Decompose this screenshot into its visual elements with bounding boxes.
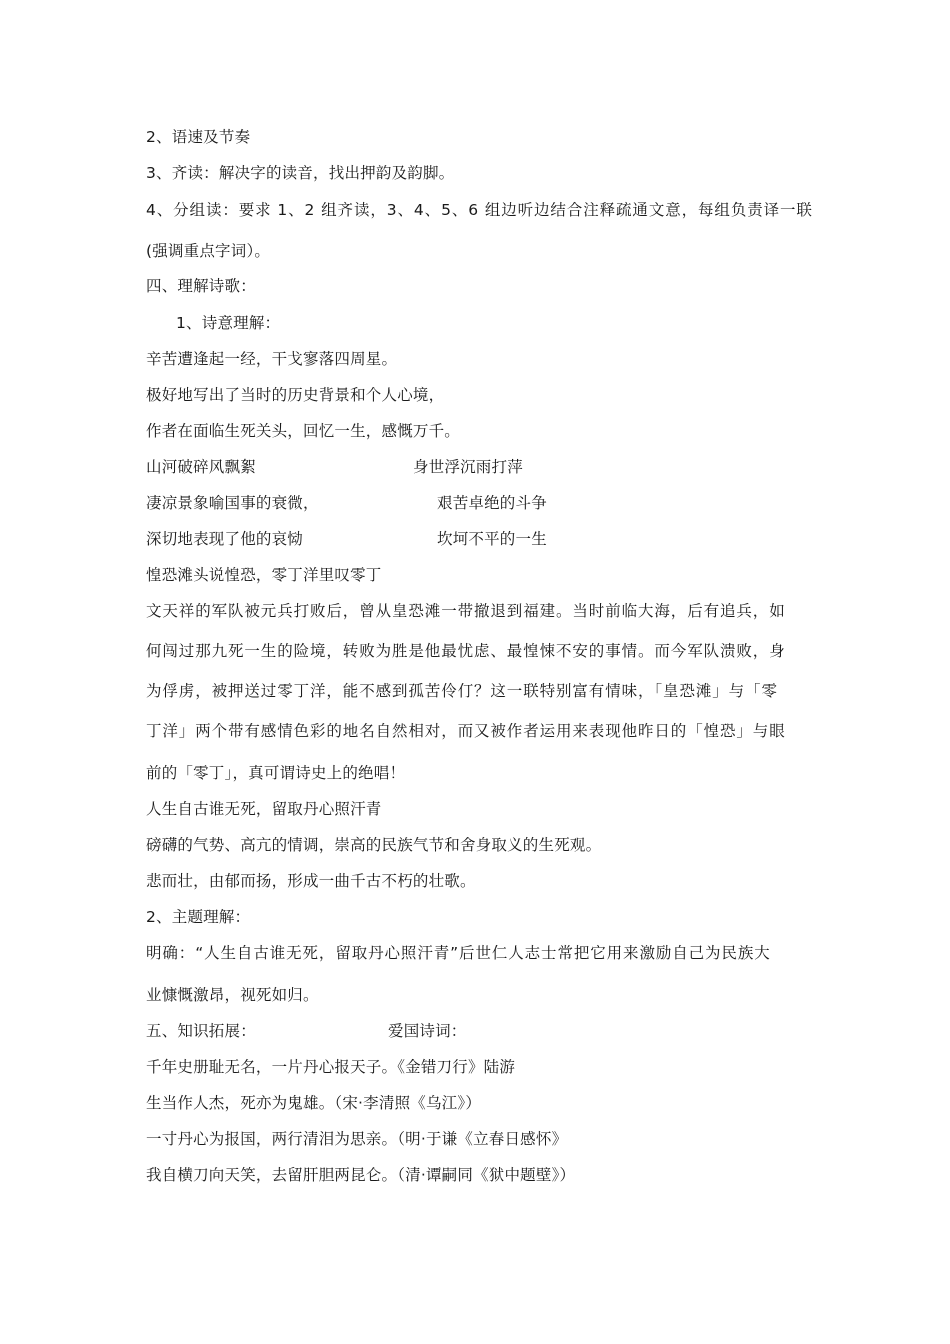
text-line: 3、齐读：解决字的读音，找出押韵及韵脚。 — [146, 164, 455, 182]
text-line: (强调重点字词）。 — [146, 242, 271, 260]
text-line: 明确：“人生自古谁无死，留取丹心照汗青”后世仁人志士常把它用来激励自己为民族大 — [146, 944, 771, 962]
text-line: 业慷慨激昂，视死如归。 — [146, 986, 319, 1004]
poem-line: 惶恐滩头说惶恐，零丁洋里叹零丁 — [146, 566, 382, 584]
pair-right: 坎坷不平的一生 — [437, 530, 547, 548]
pair-left: 凄凉景象喻国事的衰微， — [146, 494, 319, 512]
pair-right: 艰苦卓绝的斗争 — [437, 494, 547, 512]
text-line: 悲而壮，由郁而扬，形成一曲千古不朽的壮歌。 — [146, 872, 476, 890]
text-line: 前的「零丁」，真可谓诗史上的绝唱！ — [146, 764, 406, 782]
text-line: 4、分组读：要求 1、2 组齐读，3、4、5、6 组边听边结合注释疏通文意，每组负责译一联 — [146, 201, 813, 219]
text-line: 为俘虏，被押送过零丁洋，能不感到孤苦伶仃？这一联特别富有情味，「皇恐滩」与「零 — [146, 682, 778, 700]
section-heading: 五、知识拓展： — [146, 1022, 256, 1040]
section-heading: 四、理解诗歌： — [146, 277, 256, 295]
pair-left: 深切地表现了他的哀恸 — [146, 530, 304, 548]
pair-left: 山河破碎风飘絮 — [146, 458, 256, 476]
text-line: 极好地写出了当时的历史背景和个人心境， — [146, 386, 445, 404]
text-line: 磅礴的气势、高亢的情调，崇高的民族气节和舍身取义的生死观。 — [146, 836, 602, 854]
poem-line: 我自横刀向天笑，去留肝胆两昆仑。（清·谭嗣同《狱中题壁》） — [146, 1166, 576, 1184]
text-line: 2、语速及节奏 — [146, 128, 251, 146]
text-line: 文天祥的军队被元兵打败后，曾从皇恐滩一带撤退到福建。当时前临大海，后有追兵，如 — [146, 602, 786, 620]
text-line: 作者在面临生死关头，回忆一生，感慨万千。 — [146, 422, 461, 440]
poem-line: 一寸丹心为报国，两行清泪为思亲。（明·于谦《立春日感怀》 — [146, 1130, 568, 1148]
poem-line: 人生自古谁无死，留取丹心照汗青 — [146, 800, 382, 818]
pair-right: 身世浮沉雨打萍 — [413, 458, 523, 476]
subsection-heading: 2、主题理解： — [146, 908, 251, 926]
subsection-heading: 1、诗意理解： — [176, 314, 281, 332]
section-subtitle: 爱国诗词： — [388, 1022, 467, 1040]
poem-line: 生当作人杰，死亦为鬼雄。（宋·李清照《乌江》） — [146, 1094, 482, 1112]
text-line: 丁洋」两个带有感情色彩的地名自然相对，而又被作者运用来表现他昨日的「惶恐」与眼 — [146, 722, 786, 740]
text-line: 何闯过那九死一生的险境，转败为胜是他最忧虑、最惶悚不安的事情。而今军队溃败，身 — [146, 642, 786, 660]
poem-line: 千年史册耻无名，一片丹心报天子。《金错刀行》陆游 — [146, 1058, 516, 1076]
poem-line: 辛苦遭逢起一经，干戈寥落四周星。 — [146, 350, 398, 368]
